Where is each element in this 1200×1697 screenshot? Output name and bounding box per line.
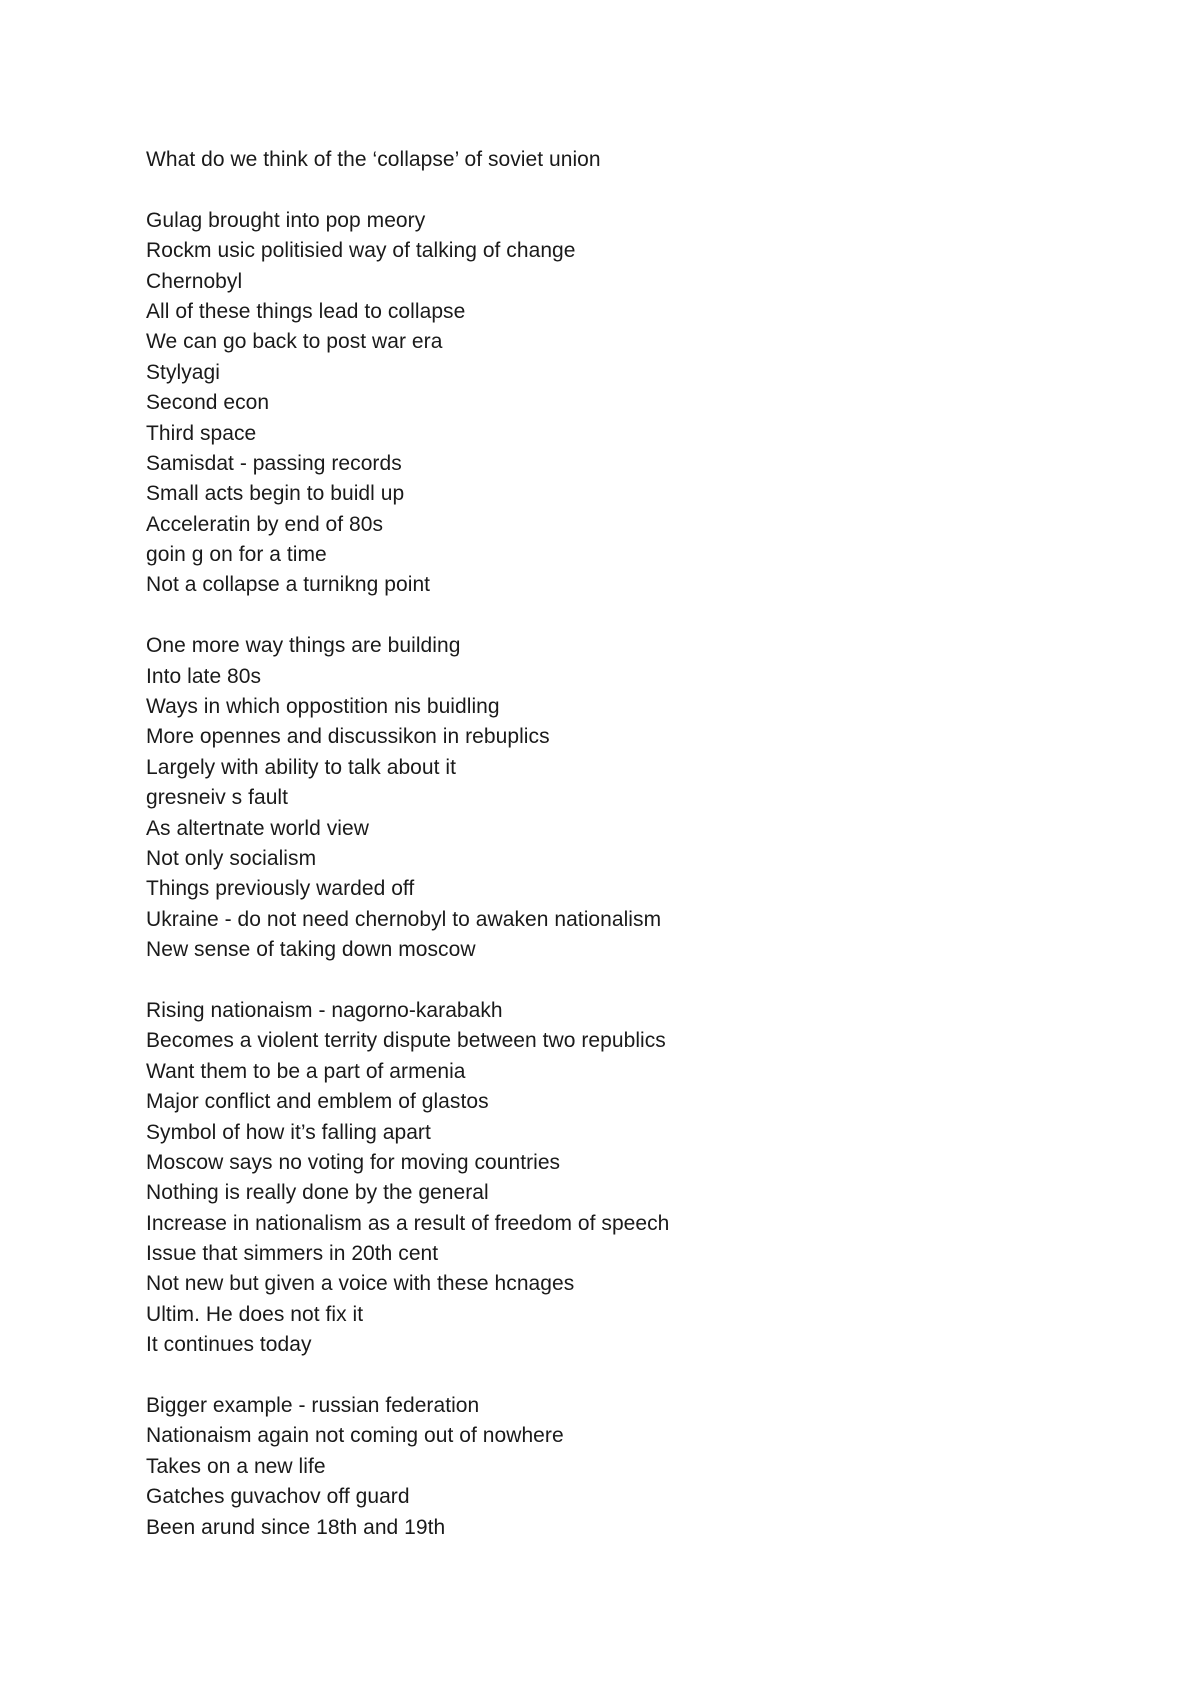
- text-line: One more way things are building: [146, 634, 461, 658]
- text-line: Acceleratin by end of 80s: [146, 512, 384, 536]
- text-line: Third space: [146, 421, 257, 445]
- document-body: [146, 145, 1126, 1543]
- text-line: Into late 80s: [146, 664, 262, 688]
- text-line: Symbol of how it’s falling apart: [146, 1120, 431, 1144]
- text-line: New sense of taking down moscow: [146, 938, 476, 962]
- text-line: It continues today: [146, 1333, 312, 1357]
- text-line: Ultim. He does not fix it: [146, 1302, 364, 1326]
- paragraph-block: [146, 206, 1126, 601]
- text-line: gresneiv s fault: [146, 786, 289, 810]
- text-line: Not a collapse a turnikng point: [146, 573, 431, 597]
- text-line: Increase in nationalism as a result of freedom of speech: [146, 1211, 670, 1235]
- text-line: Second econ: [146, 391, 270, 415]
- text-line: Rockm usic politisied way of talking of change: [146, 239, 576, 263]
- text-line: Becomes a violent territy dispute between two republics: [146, 1029, 666, 1053]
- text-line: Largely with ability to talk about it: [146, 755, 457, 779]
- text-line: Major conflict and emblem of glastos: [146, 1090, 489, 1114]
- text-line: Chernobyl: [146, 269, 243, 293]
- text-line: Want them to be a part of armenia: [146, 1059, 466, 1083]
- text-line: Issue that simmers in 20th cent: [146, 1242, 439, 1266]
- text-line: Rising nationaism - nagorno-karabakh: [146, 998, 503, 1022]
- text-line: goin g on for a time: [146, 543, 327, 567]
- text-line: Gatches guvachov off guard: [146, 1485, 410, 1509]
- paragraph-block: [146, 631, 1126, 965]
- text-line: As altertnate world view: [146, 816, 369, 840]
- paragraph-block: [146, 1391, 1126, 1543]
- text-line: Bigger example - russian federation: [146, 1394, 480, 1418]
- text-line: Things previously warded off: [146, 877, 415, 901]
- paragraph-block: [146, 996, 1126, 1361]
- text-line: What do we think of the ‘collapse’ of soviet union: [146, 148, 601, 171]
- text-line: Not new but given a voice with these hcnages: [146, 1272, 575, 1296]
- text-line: Nothing is really done by the general: [146, 1181, 489, 1205]
- text-line: Stylyagi: [146, 360, 220, 384]
- text-line: Small acts begin to buidl up: [146, 482, 405, 506]
- text-line: Been arund since 18th and 19th: [146, 1515, 446, 1539]
- text-line: Takes on a new life: [146, 1454, 326, 1478]
- text-line: Moscow says no voting for moving countries: [146, 1150, 561, 1174]
- text-line: More opennes and discussikon in rebuplics: [146, 725, 550, 749]
- paragraph-block: [146, 145, 1126, 175]
- text-line: Gulag brought into pop meory: [146, 208, 426, 232]
- text-line: We can go back to post war era: [146, 330, 443, 354]
- text-line: Nationaism again not coming out of nowhere: [146, 1424, 564, 1448]
- text-line: Ukraine - do not need chernobyl to awaken nationalism: [146, 907, 662, 931]
- text-line: Samisdat - passing records: [146, 451, 402, 475]
- text-line: Ways in which oppostition nis buidling: [146, 695, 500, 719]
- text-line: Not only socialism: [146, 846, 317, 870]
- text-line: All of these things lead to collapse: [146, 299, 466, 323]
